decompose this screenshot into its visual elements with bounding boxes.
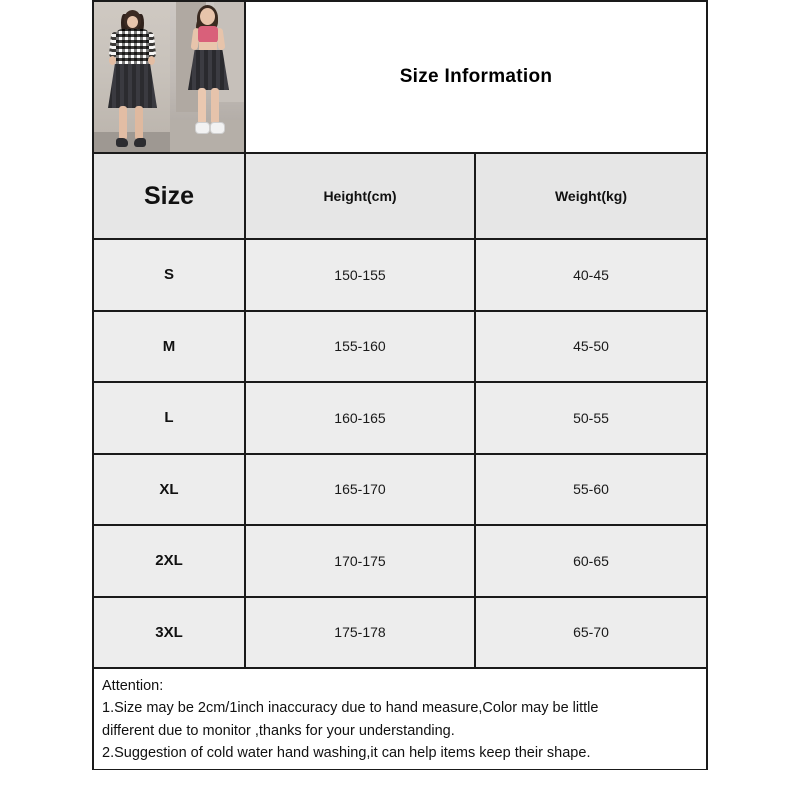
photo-right-panel [170,2,246,152]
cell-weight: 50-55 [573,409,609,426]
cell-size: 3XL [94,598,246,668]
photo-right-head [200,8,215,25]
page-title: Size Information [399,66,553,87]
photo-right-shoe-right [210,122,225,134]
header-row [94,2,706,154]
cell-weight: 45-50 [573,338,609,355]
table-row [94,526,706,598]
table-row [94,598,706,670]
attention-note [94,669,706,769]
photo-left-hand-right [148,56,155,65]
photo-left-shoe-left [116,138,128,147]
table-row [94,312,706,384]
table-row [94,455,706,527]
photo-left-hand-left [109,56,116,65]
cell-height: 155-160 [246,312,476,382]
photo-left-ground [94,132,170,152]
photo-left-panel [94,2,170,152]
photo-right-pink-top [198,26,218,43]
cell-height: 160-165 [246,383,476,453]
cell-size: 2XL [94,526,246,596]
product-photo-illustration [94,2,246,152]
photo-right-pleated-skirt [188,50,229,90]
cell-weight: 40-45 [573,266,609,283]
column-header-size: Size [94,154,246,238]
cell-size: XL [94,455,246,525]
photo-left-checked-top [116,29,149,67]
photo-right-leg-right [211,88,219,124]
cell-height: 175-178 [246,598,476,668]
photo-left-leg-right [135,106,143,140]
photo-left-leg-left [119,106,127,140]
cell-size: M [94,312,246,382]
table-row [94,240,706,312]
photo-left-face [127,16,138,28]
table-header-row [94,154,706,240]
photo-right-shoe-left [195,122,210,134]
product-photo [94,2,246,152]
table-row [94,383,706,455]
column-header-height: Height(cm) [246,154,476,238]
cell-height: 165-170 [246,455,476,525]
cell-weight: 65-70 [573,624,609,641]
cell-size: L [94,383,246,453]
cell-height: 170-175 [246,526,476,596]
column-header-weight: Weight(kg) [554,188,628,204]
attention-line-1: 1.Size may be 2cm/1inch inaccuracy due to hand measure,Color may be little [102,700,599,717]
attention-heading: Attention: [102,678,164,694]
cell-height: 150-155 [246,240,476,310]
photo-left-pleated-skirt [108,64,157,108]
size-chart-sheet [92,0,708,770]
cell-size: S [94,240,246,310]
attention-line-2: different due to monitor ,thanks for your understanding. [102,722,455,739]
photo-right-leg-left [198,88,206,124]
cell-weight: 60-65 [573,552,609,569]
cell-weight: 55-60 [573,481,609,498]
photo-left-shoe-right [134,138,146,147]
attention-line-3: 2.Suggestion of cold water hand washing,it can help items keep their shape. [102,745,591,762]
